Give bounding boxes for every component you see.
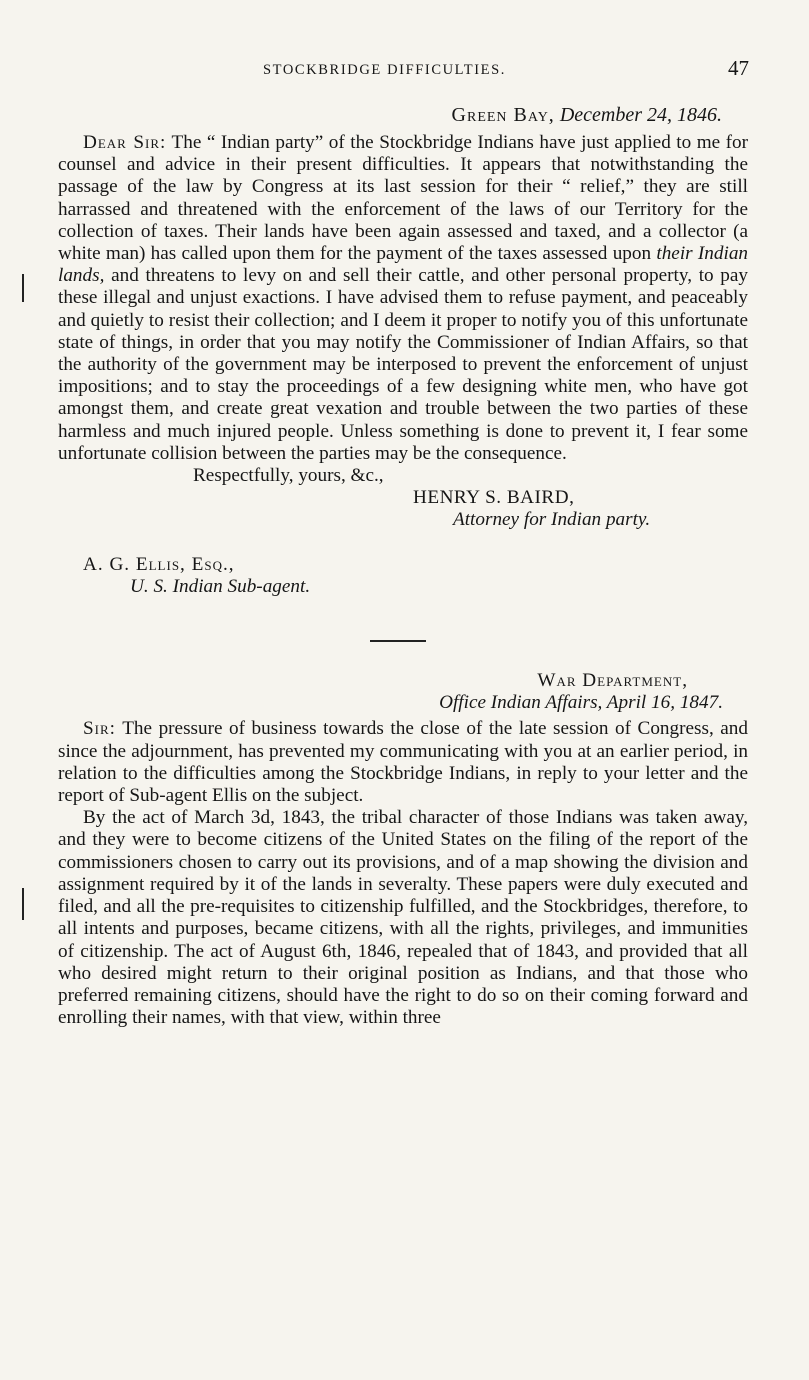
letter2-para2: By the act of March 3d, 1843, the tribal character of those Indians was taken away, and they were to become citizens of the United States on the filing of the report of the commissioners chosen to carry out its provisions, and of a map showing the division and assignment required by it of the lands in severalty. These papers were duly executed and filed, and all the pre-requisites to citizenship fulfilled, and the Stockbridges, therefore, to all intents and purposes, became citizens, with all the rights, privileges, and immunities of citizenship. The act of August 6th, 1846, repealed that of 1843, and provided that all who desired might return to their original position as Indians, and that those who preferred remaining citizens, should have the right to do so on their coming forward and enrolling their names, with that view, within three (58, 807, 748, 1029)
page-number: 47 (728, 56, 749, 80)
page (58, 56, 748, 1029)
letter1-body-rest: and threatens to levy on and sell their cattle, and other personal property, to pay these illegal and unjust exactions. I have advised them to refuse payment, and peaceably and quietly to resist their collection; and I deem it proper to notify you of this unfortunate state of things, in order that you may notify the Commissioner of Indian Affairs, so that the authority of the government may be interposed to prevent the enforcement of unjust impositions; and to stay the proceedings of a few designing white men, who have got amongst them, and create great vexation and trouble between the two parties of these harmless and much injured people. Unless something is done to prevent it, I fear some unfortunate collision between the parties may be the consequence. (58, 265, 749, 464)
margin-mark (22, 888, 24, 920)
letter1-addressee (58, 554, 748, 576)
letter2-office-date: Office Indian Affairs, April 16, 1847. (439, 692, 723, 714)
letter2-para1-text: The pressure of business towards the close of the late session of Congress, and since the adjournment, has prevented my communicating with you at an earlier period, in relation to the difficulties among the Stockbridge Indians, in reply to your letter and the report of Sub-agent Ellis on the subject. (58, 718, 748, 807)
margin-mark (22, 274, 24, 302)
letter1-dateline (58, 104, 748, 132)
letter1-date: December 24, 1846. (559, 104, 722, 126)
section-divider (370, 640, 426, 642)
letter2-dept (58, 670, 748, 692)
page-header (58, 56, 748, 86)
letter1-signer-title: Attorney for Indian party. (453, 509, 651, 531)
addressee-name: A. G. Ellis, Esq., (83, 553, 235, 575)
letter1-closing: Respectfully, yours, &c., (193, 465, 384, 487)
letter2-salutation: Sir: (83, 718, 117, 740)
letter1-place: Green Bay, (451, 104, 555, 126)
letter1-signer: HENRY S. BAIRD, (413, 487, 575, 509)
letter1-body (58, 132, 748, 465)
letter2-dept-name: War Department, (537, 670, 688, 692)
letter1-salutation: Dear Sir: (83, 132, 167, 153)
letter1-body-text: The “ Indian party” of the Stockbridge Indians have just applied to me for counsel and advice in their present difficulties. It appears that notwithstanding the passage of the law by Congress at its last session for their “ relief,” they are still harrassed and threatened with the enforcement of the laws of our Territory for the collection of taxes. Their lands have been again assessed and taxed, and a collector (a white man) has called upon them for the payment of the taxes assessed upon (58, 132, 749, 265)
letter2-para1 (58, 718, 748, 807)
letter1-body-italic: their Indian lands, (58, 243, 749, 287)
letter1-addressee-title: U. S. Indian Sub-agent. (130, 575, 311, 597)
running-head: STOCKBRIDGE DIFFICULTIES. (263, 62, 507, 78)
